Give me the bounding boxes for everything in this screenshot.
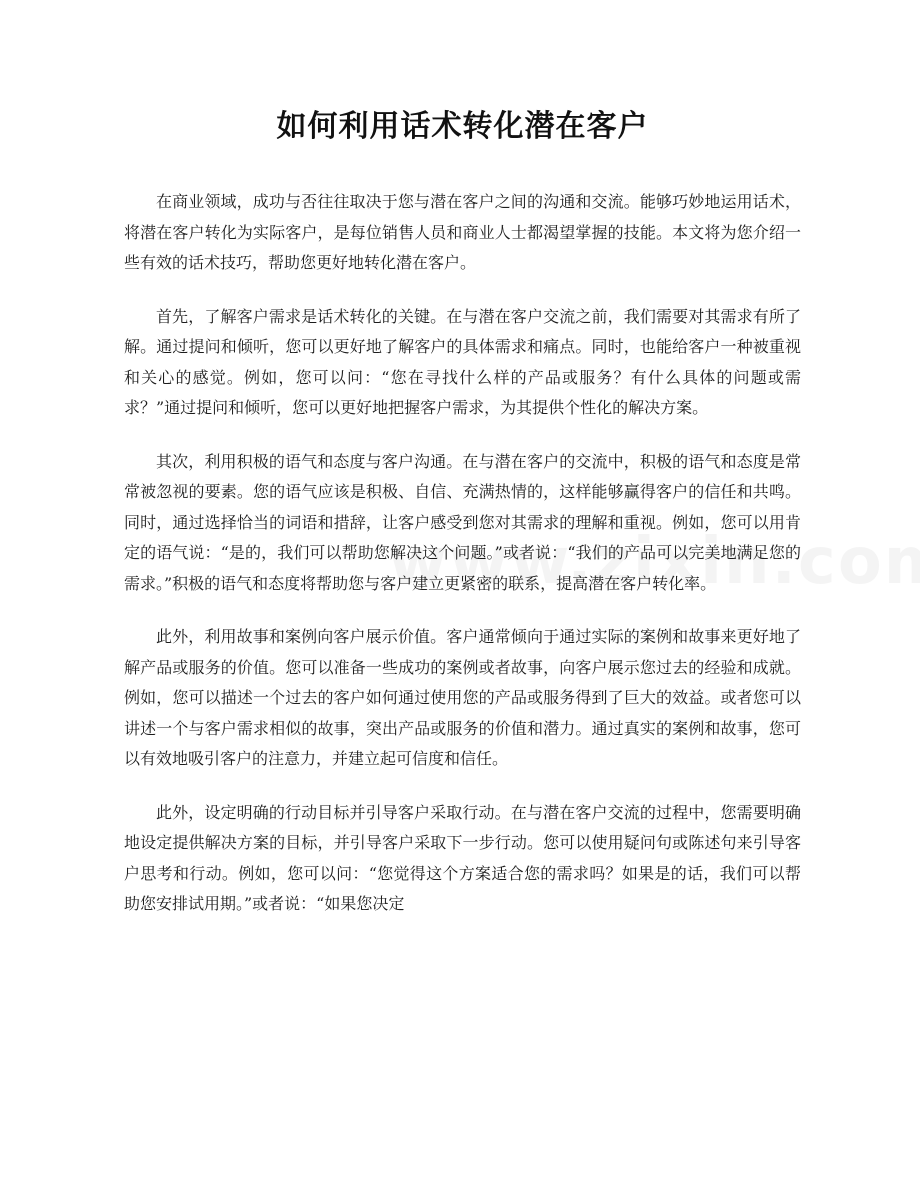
document-title: 如何利用话术转化潜在客户 xyxy=(276,109,649,144)
paragraph-action-goals: 此外，设定明确的行动目标并引导客户采取行动。在与潜在客户交流的过程中，您需要明确地设定提供解决方案的目标，并引导客户采取下一步行动。您可以使用疑问句或陈述句来引导客户思考和行动。例如，您可以问：“您觉得这个方案适合您的需求吗？如果是的话，我们可以帮助您安排试用期。”或者说：“如果您决定 xyxy=(124,802,801,913)
paragraph-customer-needs: 首先，了解客户需求是话术转化的关键。在与潜在客户交流之前，我们需要对其需求有所了解。通过提问和倾听，您可以更好地了解客户的具体需求和痛点。同时，也能给客户一种被重视和关心的感觉。例如，您可以问：“您在寻找什么样的产品或服务？有什么具体的问题或需求？”通过提问和倾听，您可以更好地把握客户需求，为其提供个性化的解决方案。 xyxy=(124,306,801,417)
paragraph-positive-tone: 其次，利用积极的语气和态度与客户沟通。在与潜在客户的交流中，积极的语气和态度是常常被忽视的要素。您的语气应该是积极、自信、充满热情的，这样能够赢得客户的信任和共鸣。同时，通过选择恰当的词语和措辞，让客户感受到您对其需求的理解和重视。例如，您可以用肯定的语气说：“是的，我们可以帮助您解决这个问题。”或者说：“我们的产品可以完美地满足您的需求。”积极的语气和态度将帮助您与客户建立更紧密的联系，提高潜在客户转化率。 xyxy=(124,451,801,593)
paragraph-intro: 在商业领域，成功与否往往取决于您与潜在客户之间的沟通和交流。能够巧妙地运用话术，将潜在客户转化为实际客户，是每位销售人员和商业人士都渴望掌握的技能。本文将为您介绍一些有效的话术技巧，帮助您更好地转化潜在客户。 xyxy=(124,192,801,272)
paragraph-stories-cases: 此外，利用故事和案例向客户展示价值。客户通常倾向于通过实际的案例和故事来更好地了解产品或服务的价值。您可以准备一些成功的案例或者故事，向客户展示您过去的经验和成就。例如，您可以描述一个过去的客户如何通过使用您的产品或服务得到了巨大的效益。或者您可以讲述一个与客户需求相似的故事，突出产品或服务的价值和潜力。通过真实的案例和故事，您可以有效地吸引客户的注意力，并建立起可信度和信任。 xyxy=(124,627,801,768)
